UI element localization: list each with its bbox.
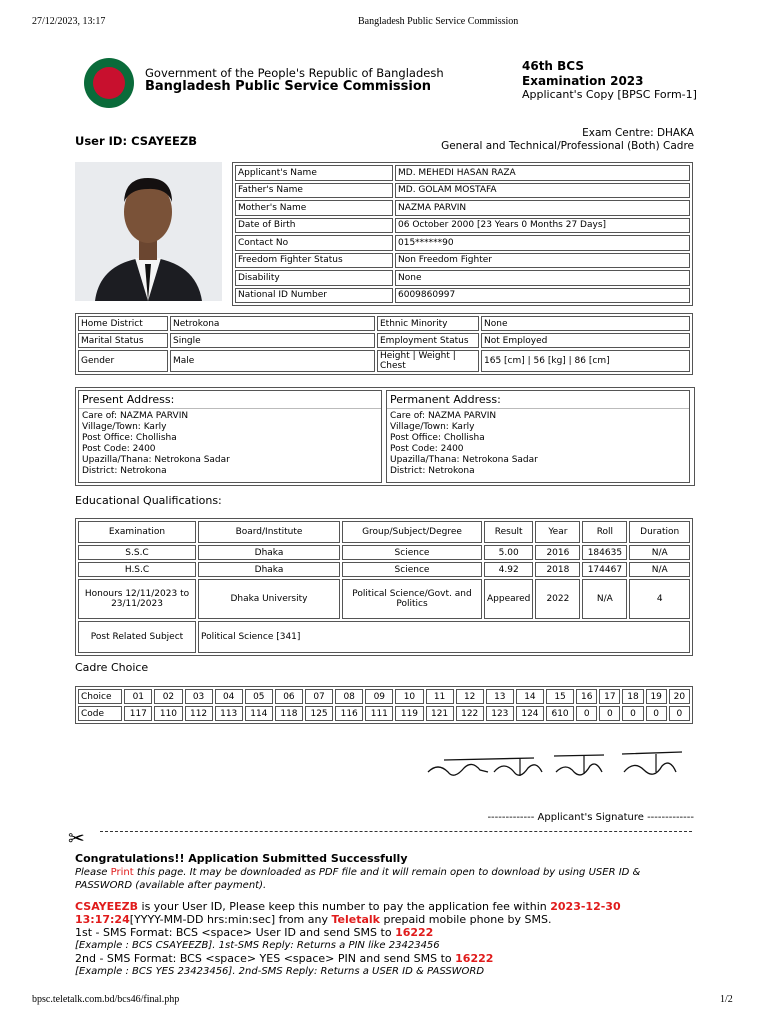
copy-label: Applicant's Copy [BPSC Form-1] (522, 88, 697, 101)
cadre-choice-number: 08 (335, 689, 363, 704)
sms1-number: 16222 (395, 926, 434, 939)
bpsc-logo-emblem (93, 67, 125, 99)
edu-column-header: Year (535, 521, 580, 543)
permanent-address-line: Village/Town: Karly (390, 422, 475, 432)
personal-value: MD. GOLAM MOSTAFA (395, 183, 690, 199)
edu-cell: 174467 (582, 562, 627, 577)
personal-label: Mother's Name (235, 200, 393, 216)
edu-cell: Science (342, 562, 482, 577)
education-table (75, 518, 693, 656)
cadre-choice-number: 13 (486, 689, 514, 704)
edu-cell: 4 (629, 579, 690, 619)
permanent-address-line: Care of: NAZMA PARVIN (390, 411, 497, 421)
exam-centre: Exam Centre: DHAKA (582, 127, 694, 139)
cadre-code: 125 (305, 706, 333, 721)
edu-cell: 2022 (535, 579, 580, 619)
edu-cell: 5.00 (484, 545, 533, 560)
edu-cell: N/A (629, 545, 690, 560)
payment-instructions (75, 900, 695, 978)
cut-line (100, 831, 692, 832)
cadre-choice-label: Choice (78, 689, 122, 704)
cadre-code: 113 (215, 706, 243, 721)
personal-label: Contact No (235, 235, 393, 251)
edu-cell: Honours 12/11/2023 to 23/11/2023 (78, 579, 196, 619)
cadre-code: 610 (546, 706, 574, 721)
payment-deadline: 2023-12-30 13:17:24 (75, 900, 621, 926)
success-message: Congratulations!! Application Submitted Successfully (75, 852, 408, 865)
edu-cell: Science (342, 545, 482, 560)
edu-cell: 2016 (535, 545, 580, 560)
info-value: 165 [cm] | 56 [kg] | 86 [cm] (481, 350, 690, 372)
cadre-choice-number: 17 (599, 689, 620, 704)
sms2-format (75, 952, 695, 965)
personal-value: 06 October 2000 [23 Years 0 Months 27 Days] (395, 218, 690, 234)
cadre-code: 114 (245, 706, 273, 721)
cadre-code: 0 (599, 706, 620, 721)
edu-column-header: Examination (78, 521, 196, 543)
personal-label: Date of Birth (235, 218, 393, 234)
exam-year: Examination 2023 (522, 74, 644, 88)
cadre-choice-number: 01 (124, 689, 152, 704)
edu-cell: 2018 (535, 562, 580, 577)
personal-row (235, 288, 690, 304)
cadre-code: 0 (622, 706, 643, 721)
info-value: Netrokona (170, 316, 375, 331)
personal-value: MD. MEHEDI HASAN RAZA (395, 165, 690, 181)
edu-column-header: Roll (582, 521, 627, 543)
cadre-code: 0 (576, 706, 597, 721)
info-value: Not Employed (481, 333, 690, 348)
payment-text-2: [YYYY-MM-DD hrs:min:sec] from any (129, 913, 332, 926)
info-label: Gender (78, 350, 168, 372)
cadre-code: 117 (124, 706, 152, 721)
edu-cell: Dhaka (198, 545, 340, 560)
info-row (78, 333, 690, 348)
cadre-code: 118 (275, 706, 303, 721)
cadre-choice-number: 06 (275, 689, 303, 704)
print-link[interactable]: Print (110, 867, 134, 878)
edu-cell: Political Science/Govt. and Politics (342, 579, 482, 619)
sms1-text: 1st - SMS Format: BCS <space> User ID and send SMS to (75, 926, 396, 939)
print-datetime: 27/12/2023, 13:17 (32, 16, 106, 27)
personal-value: None (395, 270, 690, 286)
permanent-address (386, 390, 690, 483)
payment-text-1: is your User ID, Please keep this number to pay the application fee within (138, 900, 551, 913)
address-box (75, 387, 695, 486)
cadre-code: 116 (335, 706, 363, 721)
sms1-format (75, 926, 695, 939)
post-subject-row (78, 621, 690, 653)
info-row (78, 316, 690, 331)
cadre-code: 121 (426, 706, 454, 721)
cadre-choice-number: 14 (516, 689, 544, 704)
print-page-number: 1/2 (720, 994, 733, 1005)
personal-value: Non Freedom Fighter (395, 253, 690, 269)
payment-user-id: CSAYEEZB (75, 900, 139, 913)
edu-cell: Appeared (484, 579, 533, 619)
personal-label: Freedom Fighter Status (235, 253, 393, 269)
cadre-choice-number: 04 (215, 689, 243, 704)
edu-cell: N/A (629, 562, 690, 577)
info-label: Marital Status (78, 333, 168, 348)
edu-cell: N/A (582, 579, 627, 619)
present-address-line: Care of: NAZMA PARVIN (82, 411, 189, 421)
edu-cell: Dhaka (198, 562, 340, 577)
cadre-choice-number: 12 (456, 689, 484, 704)
personal-row (235, 183, 690, 199)
info-label: Ethnic Minority (377, 316, 479, 331)
cadre-choice-number: 02 (154, 689, 182, 704)
cadre-code: 123 (486, 706, 514, 721)
education-heading: Educational Qualifications: (75, 494, 222, 507)
cadre-code: 0 (646, 706, 667, 721)
present-address (78, 390, 382, 483)
post-subject-value: Political Science [341] (198, 621, 690, 653)
sms2-number: 16222 (455, 952, 494, 965)
sms2-text: 2nd - SMS Format: BCS <space> YES <space> PIN and send SMS to (75, 952, 456, 965)
cadre-choice-number: 18 (622, 689, 643, 704)
personal-value: 6009860997 (395, 288, 690, 304)
cadre-choice-number: 07 (305, 689, 333, 704)
cadre-choice-number: 03 (185, 689, 213, 704)
info-row (78, 350, 690, 372)
permanent-address-title: Permanent Address: (387, 391, 689, 409)
print-note (75, 866, 695, 892)
edu-cell: 184635 (582, 545, 627, 560)
present-address-line: Upazilla/Thana: Netrokona Sadar (82, 455, 230, 465)
sms1-example: [Example : BCS CSAYEEZB]. 1st-SMS Reply: Returns a PIN like 23423456 (75, 940, 440, 951)
cadre-choice-number: 16 (576, 689, 597, 704)
exam-name: 46th BCS (522, 59, 584, 73)
cadre-choice-number: 11 (426, 689, 454, 704)
payment-line (75, 900, 695, 926)
cadre-code: 111 (365, 706, 393, 721)
cadre-choice-number: 15 (546, 689, 574, 704)
cadre-choice-number: 09 (365, 689, 393, 704)
cadre-choice-number: 10 (395, 689, 423, 704)
cadre-choice-table (75, 686, 693, 724)
present-address-line: Post Code: 2400 (82, 444, 156, 454)
personal-info-table (232, 162, 693, 306)
personal-row (235, 218, 690, 234)
personal-row (235, 165, 690, 181)
info-label: Home District (78, 316, 168, 331)
cadre-choice-number: 19 (646, 689, 667, 704)
personal-label: Applicant's Name (235, 165, 393, 181)
present-address-title: Present Address: (79, 391, 381, 409)
user-id: User ID: CSAYEEZB (75, 134, 197, 148)
edu-cell: 4.92 (484, 562, 533, 577)
commission-title: Bangladesh Public Service Commission (145, 79, 432, 94)
cadre-choice-number: 20 (669, 689, 690, 704)
personal-row (235, 235, 690, 251)
cadre-code: 124 (516, 706, 544, 721)
cadre-code: 0 (669, 706, 690, 721)
info-label: Employment Status (377, 333, 479, 348)
cadre-choice-number: 05 (245, 689, 273, 704)
edu-row (78, 579, 690, 619)
cadre-heading: Cadre Choice (75, 661, 149, 674)
cadre-code-label: Code (78, 706, 122, 721)
cadre-code: 119 (395, 706, 423, 721)
present-address-line: Village/Town: Karly (82, 422, 167, 432)
edu-column-header: Duration (629, 521, 690, 543)
edu-cell: Dhaka University (198, 579, 340, 619)
teletalk-name: Teletalk (331, 913, 380, 926)
note-text-2: this page. It may be downloaded as PDF file and it will remain open to download by using USER ID & PASSWORD (available after payment). (75, 867, 641, 891)
personal-row (235, 253, 690, 269)
sms2-example: [Example : BCS YES 23423456]. 2nd-SMS Reply: Returns a USER ID & PASSWORD (75, 966, 485, 977)
applicant-signature (424, 742, 686, 790)
personal-value: NAZMA PARVIN (395, 200, 690, 216)
print-url: bpsc.teletalk.com.bd/bcs46/final.php (32, 994, 180, 1005)
permanent-address-line: Upazilla/Thana: Netrokona Sadar (390, 455, 538, 465)
personal-row (235, 270, 690, 286)
edu-column-header: Result (484, 521, 533, 543)
permanent-address-line: District: Netrokona (390, 466, 475, 476)
cadre-code: 122 (456, 706, 484, 721)
personal-value: 015******90 (395, 235, 690, 251)
payment-text-3: prepaid mobile phone by SMS. (380, 913, 552, 926)
cadre-code: 110 (154, 706, 182, 721)
government-title: Government of the People's Republic of Bangladesh (145, 66, 444, 80)
present-address-line: Post Office: Chollisha (82, 433, 177, 443)
edu-column-header: Board/Institute (198, 521, 340, 543)
cadre-code: 112 (185, 706, 213, 721)
info-value: None (481, 316, 690, 331)
personal-row (235, 200, 690, 216)
post-subject-label: Post Related Subject (78, 621, 196, 653)
info-value: Single (170, 333, 375, 348)
personal-label: National ID Number (235, 288, 393, 304)
additional-info-table (75, 313, 693, 375)
permanent-address-line: Post Code: 2400 (390, 444, 464, 454)
present-address-line: District: Netrokona (82, 466, 167, 476)
edu-row (78, 562, 690, 577)
personal-label: Disability (235, 270, 393, 286)
info-label: Height | Weight | Chest (377, 350, 479, 372)
edu-row (78, 545, 690, 560)
scissors-icon: ✂ (68, 826, 85, 850)
cadre-type: General and Technical/Professional (Both) Cadre (441, 140, 694, 152)
edu-cell: S.S.C (78, 545, 196, 560)
signature-label: ------------- Applicant's Signature ------------- (487, 812, 694, 823)
edu-cell: H.S.C (78, 562, 196, 577)
edu-column-header: Group/Subject/Degree (342, 521, 482, 543)
applicant-photo (75, 162, 222, 301)
print-page-title: Bangladesh Public Service Commission (358, 16, 519, 27)
note-text-1: Please (75, 867, 111, 878)
permanent-address-line: Post Office: Chollisha (390, 433, 485, 443)
personal-label: Father's Name (235, 183, 393, 199)
info-value: Male (170, 350, 375, 372)
